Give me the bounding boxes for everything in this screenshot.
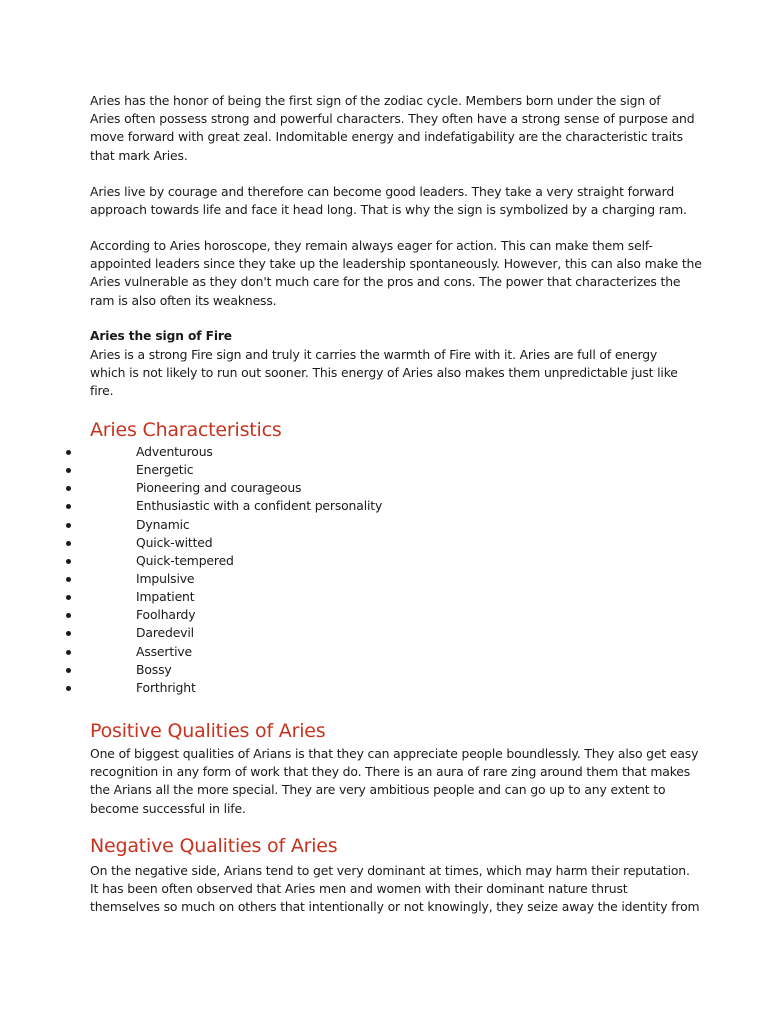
text-line: Aries often possess strong and powerful characters. They often have a strong sense of purpose and: [90, 111, 695, 127]
bullet-icon: [66, 504, 71, 509]
leaders-paragraph: [90, 183, 687, 219]
text-line: One of biggest qualities of Arians is that they can appreciate people boundlessly. They also get easy: [90, 746, 699, 761]
list-item-text: Quick-witted: [136, 534, 213, 550]
list-item-text: Enthusiastic with a confident personality: [136, 498, 383, 514]
text-line: On the negative side, Arians tend to get very dominant at times, which may harm their reputation.: [90, 863, 690, 878]
text-line: move forward with great zeal. Indomitable energy and indefatigability are the characteristic traits: [90, 129, 683, 145]
bullet-icon: [66, 650, 71, 655]
bullet-icon: [66, 559, 71, 564]
text-line: Aries is a strong Fire sign and truly it carries the warmth of Fire with it. Aries are full of energy: [90, 347, 658, 362]
bullet-icon: [66, 486, 71, 491]
text-line: Aries has the honor of being the first sign of the zodiac cycle. Members born under the sign of: [90, 93, 661, 108]
text-line: It has been often observed that Aries men and women with their dominant nature thrust: [90, 881, 628, 897]
text-line: which is not likely to run out sooner. This energy of Aries also makes them unpredictable just like: [90, 365, 678, 381]
text-line: appointed leaders since they take up the leadership spontaneously. However, this can also make the: [90, 256, 702, 272]
list-item-text: Impulsive: [136, 570, 195, 586]
text-line: ram is also often its weakness.: [90, 292, 277, 308]
list-item-text: Energetic: [136, 462, 194, 478]
negative-qualities-heading: Negative Qualities of Aries: [90, 835, 338, 857]
text-line: become successful in life.: [90, 800, 246, 816]
fire-subheading: Aries the sign of Fire: [90, 329, 232, 343]
list-item-text: Adventurous: [136, 444, 213, 459]
list-item-text: Foolhardy: [136, 607, 196, 623]
text-line: fire.: [90, 383, 114, 399]
bullet-icon: [66, 577, 71, 582]
bullet-icon: [66, 686, 71, 691]
bullet-icon: [66, 468, 71, 473]
bullet-icon: [66, 541, 71, 546]
text-line: the Arians all the more special. They are very ambitious people and can go up to any extent to: [90, 782, 666, 798]
positive-paragraph: [90, 745, 699, 818]
bullet-icon: [66, 595, 71, 600]
text-line: Aries live by courage and therefore can become good leaders. They take a very straight forward: [90, 184, 675, 199]
list-item-text: Quick-tempered: [136, 552, 234, 568]
bullet-icon: [66, 450, 71, 455]
text-line: recognition in any form of work that they do. There is an aura of rare zing around them that makes: [90, 764, 691, 780]
list-item-text: Pioneering and courageous: [136, 480, 302, 496]
horoscope-paragraph: [90, 237, 702, 310]
list-item-text: Forthright: [136, 679, 196, 695]
list-item-text: Impatient: [136, 589, 195, 605]
text-line: approach towards life and face it head long. That is why the sign is symbolized by a charging ram.: [90, 202, 687, 218]
bullet-icon: [66, 523, 71, 528]
positive-qualities-heading: Positive Qualities of Aries: [90, 720, 326, 742]
characteristics-heading: Aries Characteristics: [90, 419, 282, 441]
list-item-text: Bossy: [136, 661, 172, 677]
list-item-text: Dynamic: [136, 516, 190, 532]
bullet-icon: [66, 668, 71, 673]
intro-paragraph: [90, 92, 695, 165]
text-line: that mark Aries.: [90, 147, 188, 163]
list-item-text: Daredevil: [136, 625, 194, 641]
text-line: Aries vulnerable as they don't much care for the pros and cons. The power that characterizes the: [90, 274, 681, 290]
text-line: themselves so much on others that intentionally or not knowingly, they seize away the identity from: [90, 899, 700, 915]
fire-paragraph: [90, 346, 680, 401]
negative-paragraph: [90, 862, 700, 917]
bullet-icon: [66, 631, 71, 636]
bullet-icon: [66, 613, 71, 618]
text-line: According to Aries horoscope, they remain always eager for action. This can make them self-: [90, 238, 653, 253]
list-item-text: Assertive: [136, 643, 193, 659]
